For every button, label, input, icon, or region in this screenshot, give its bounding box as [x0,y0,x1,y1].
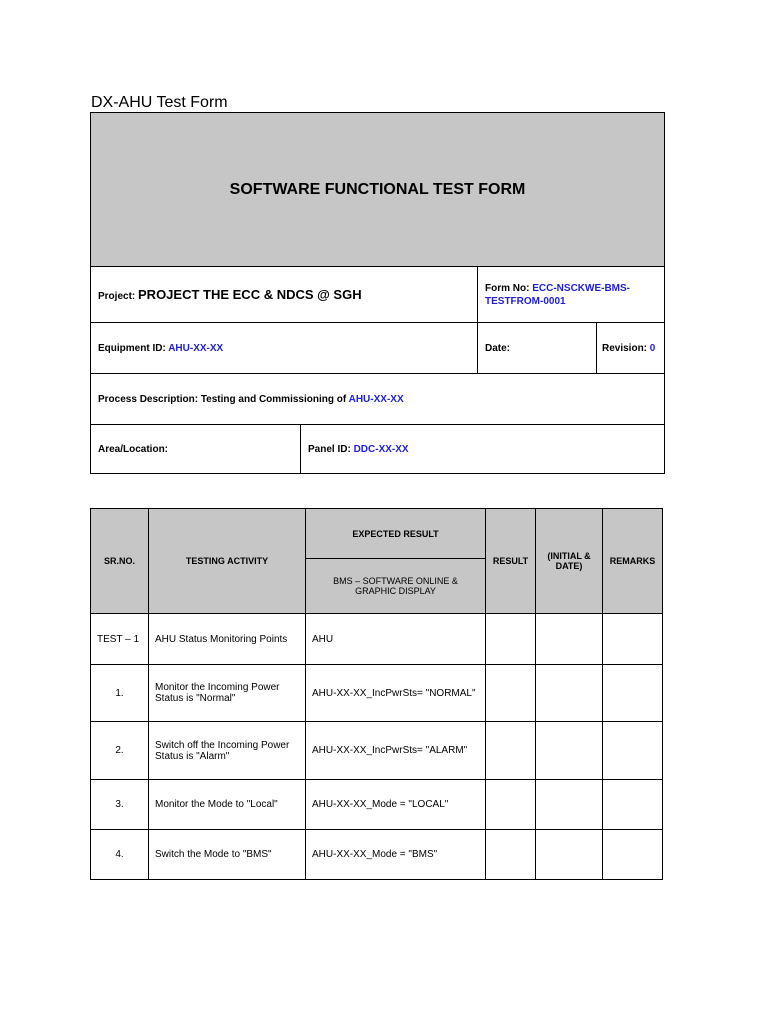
row-result[interactable] [486,614,536,665]
row-expected: AHU [306,614,486,665]
row-expected: AHU-XX-XX_Mode = "LOCAL" [306,780,486,830]
form-no-cell [478,267,665,323]
table-row [91,722,663,780]
row-remarks[interactable] [603,722,663,780]
revision-label: Revision: [602,342,648,354]
row-expected: AHU-XX-XX_IncPwrSts= "NORMAL" [306,665,486,722]
revision-cell [597,323,665,374]
row-expected: AHU-XX-XX_IncPwrSts= "ALARM" [306,722,486,780]
project-value: PROJECT THE ECC & NDCS @ SGH [138,287,362,302]
row-initial-date[interactable] [536,722,603,780]
header-expected-sub: BMS – SOFTWARE ONLINE & GRAPHIC DISPLAY [306,559,486,614]
row-sr: 3. [91,780,149,830]
row-result[interactable] [486,780,536,830]
form-no-value: ECC-NSCKWE-BMS-TESTFROM-0001 [485,282,631,307]
process-description-cell [91,374,665,425]
revision-value: 0 [649,342,656,354]
row-activity: Switch the Mode to "BMS" [149,830,306,880]
row-remarks[interactable] [603,780,663,830]
row-result[interactable] [486,665,536,722]
equipment-id-cell [91,323,478,374]
table-row [91,665,663,722]
row-sr: 2. [91,722,149,780]
area-location-label: Area/Location: [98,443,169,455]
header-remarks: REMARKS [603,509,663,614]
test-table [90,508,663,880]
process-description-value: AHU-XX-XX [348,393,404,405]
table-row [91,830,663,880]
header-initial-date: (INITIAL & DATE) [536,509,603,614]
row-initial-date[interactable] [536,780,603,830]
row-remarks[interactable] [603,614,663,665]
project-label: Project: [98,291,136,302]
row-activity: Monitor the Mode to "Local" [149,780,306,830]
row-remarks[interactable] [603,830,663,880]
row-activity: Monitor the Incoming Power Status is "Normal" [149,665,306,722]
panel-id-value: DDC-XX-XX [353,443,409,455]
row-expected: AHU-XX-XX_Mode = "BMS" [306,830,486,880]
form-title-banner [91,113,665,267]
header-sr-no: SR.NO. [91,509,149,614]
row-sr: 1. [91,665,149,722]
process-description-label: Process Description: Testing and Commissioning of [98,393,347,405]
row-remarks[interactable] [603,665,663,722]
date-label: Date: [485,342,511,354]
table-row [91,780,663,830]
row-activity: Switch off the Incoming Power Status is "Alarm" [149,722,306,780]
row-initial-date[interactable] [536,665,603,722]
form-title: SOFTWARE FUNCTIONAL TEST FORM [229,180,526,198]
header-expected-result: EXPECTED RESULT [306,509,486,559]
document-title: DX-AHU Test Form [91,94,228,111]
form-header-table [90,112,665,474]
table-row [91,614,663,665]
row-initial-date[interactable] [536,614,603,665]
date-cell [478,323,597,374]
area-location-cell [91,425,301,474]
equipment-id-label: Equipment ID: [98,342,166,354]
row-result[interactable] [486,830,536,880]
row-initial-date[interactable] [536,830,603,880]
header-result: RESULT [486,509,536,614]
row-activity: AHU Status Monitoring Points [149,614,306,665]
row-sr: 4. [91,830,149,880]
panel-id-label: Panel ID: [308,443,351,455]
header-testing-activity: TESTING ACTIVITY [149,509,306,614]
panel-id-cell [301,425,665,474]
row-result[interactable] [486,722,536,780]
form-no-label: Form No: [485,282,530,294]
row-sr: TEST – 1 [91,614,149,665]
equipment-id-value: AHU-XX-XX [168,342,224,354]
project-cell [91,267,478,323]
